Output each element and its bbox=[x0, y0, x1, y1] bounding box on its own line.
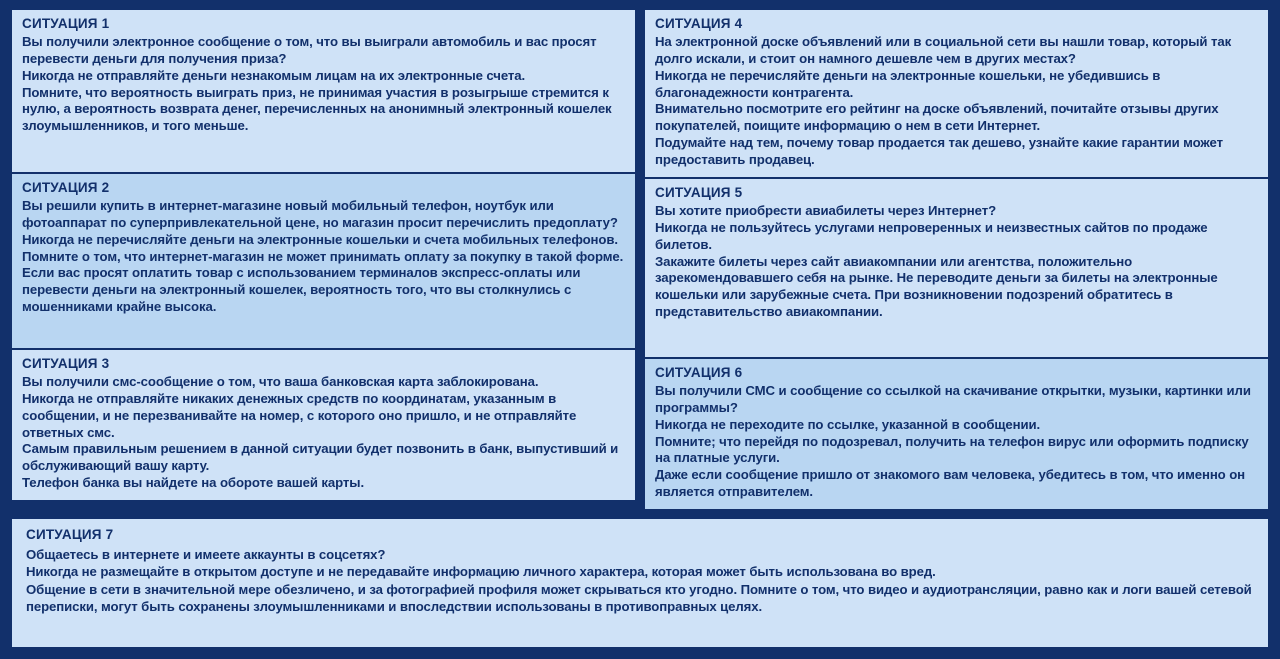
situation-2-title: СИТУАЦИЯ 2 bbox=[22, 180, 110, 195]
situation-7-text: Общаетесь в интернете и имеете аккаунты в соцсетях? Никогда не размещайте в открытом доступе и не передавайте информацию личного характера, которая может быть использована во вред. Общение в сети в значительной мере обезличено, и за фотографией профиля может скрываться кто угодно. Помните о том, что видео и аудиотрансляции, равно как и логи вашей сетевой переписки, могут быть сохранены злоумышленниками и впоследствии использованы в противоправных целях. bbox=[26, 546, 1252, 615]
situation-5-text: Вы хотите приобрести авиабилеты через Интернет? Никогда не пользуйтесь услугами непроверенных и неизвестных сайтов по продаже билетов. Закажите билеты через сайт авиакомпании или агентства, положительно зарекомендовавшего себя на рынке. Не переводите деньги за билеты на электронные кошельки или зарубежные счета. При возникновении подозрений обратитесь в представительство авиакомпании. bbox=[655, 202, 1218, 320]
situation-card-4 bbox=[645, 10, 1268, 179]
left-column bbox=[12, 10, 635, 509]
situation-6-text: Вы получили СМС и сообщение со ссылкой на скачивание открытки, музыки, картинки или программы? Никогда не переходите по ссылке, указанной в сообщении. Помните; что перейдя по подозревал, получить на телефон вирус или оформить подписку на платные услуги. Даже если сообщение пришло от знакомого вам человека, убедитесь в том, что именно он является отправителем. bbox=[655, 382, 1251, 500]
situation-5-title: СИТУАЦИЯ 5 bbox=[655, 185, 743, 200]
situation-7-body bbox=[26, 546, 1254, 616]
situation-card-1 bbox=[12, 10, 635, 174]
situations-grid bbox=[12, 10, 1268, 509]
situation-4-body bbox=[655, 34, 1258, 169]
right-column bbox=[645, 10, 1268, 509]
situation-1-text: Вы получили электронное сообщение о том, что вы выиграли автомобиль и вас просят перевести деньги для получения приза? Никогда не отправляйте деньги незнакомым лицам на их электронные счета. Помните, что вероятность выиграть приз, не принимая участия в розыгрыше стремится к нулю, а вероятность возврата денег, перечисленных на анонимный электронный кошелек злоумышленников, и того меньше. bbox=[22, 33, 612, 134]
situation-7-title: СИТУАЦИЯ 7 bbox=[26, 527, 114, 543]
situation-3-body bbox=[22, 374, 625, 492]
situation-card-2 bbox=[12, 174, 635, 350]
situation-2-text: Вы решили купить в интернет-магазине новый мобильный телефон, ноутбук или фотоаппарат по суперпривлекательной цене, но магазин просит перечислить предоплату? Никогда не перечисляйте деньги на электронные кошельки и счета мобильных телефонов. Помните о том, что интернет-магазин не может принимать оплату за покупку в такой форме. Если вас просят оплатить товар с использованием терминалов экспресс-оплаты или перевести деньги на электронный кошелек, вероятность того, что вы столкнулись с мошенниками крайне высока. bbox=[22, 197, 624, 315]
situation-4-text: На электронной доске объявлений или в социальной сети вы нашли товар, который так долго искали, и стоит он намного дешевле чем в других местах? Никогда не перечисляйте деньги на электронные кошельки, не убедившись в благонадежности контрагента. Внимательно посмотрите его рейтинг на доске объявлений, почитайте отзывы других покупателей, поищите информацию о нем в сети Интернет. Подумайте над тем, почему товар продается так дешево, узнайте какие гарантии может предоставить продавец. bbox=[655, 33, 1232, 168]
situation-3-title: СИТУАЦИЯ 3 bbox=[22, 356, 110, 371]
situation-4-title: СИТУАЦИЯ 4 bbox=[655, 16, 743, 31]
situation-card-3 bbox=[12, 350, 635, 500]
situation-1-title: СИТУАЦИЯ 1 bbox=[22, 16, 110, 31]
situation-1-body bbox=[22, 34, 625, 135]
situation-card-5 bbox=[645, 179, 1268, 359]
situation-card-6 bbox=[645, 359, 1268, 509]
situation-3-text: Вы получили смс-сообщение о том, что ваша банковская карта заблокирована. Никогда не отправляйте никаких денежных средств по координатам, указанным в сообщении, и не перезванивайте на номер, с которого оно пришло, и не отправляйте ответных смс. Самым правильным решением в данной ситуации будет позвонить в банк, выпустивший и обслуживающий вашу карту. Телефон банка вы найдете на обороте вашей карты. bbox=[22, 373, 619, 491]
situation-card-7 bbox=[12, 519, 1268, 647]
situation-5-body bbox=[655, 203, 1258, 321]
situation-6-title: СИТУАЦИЯ 6 bbox=[655, 365, 743, 380]
situation-2-body bbox=[22, 198, 625, 316]
situation-6-body bbox=[655, 383, 1258, 501]
